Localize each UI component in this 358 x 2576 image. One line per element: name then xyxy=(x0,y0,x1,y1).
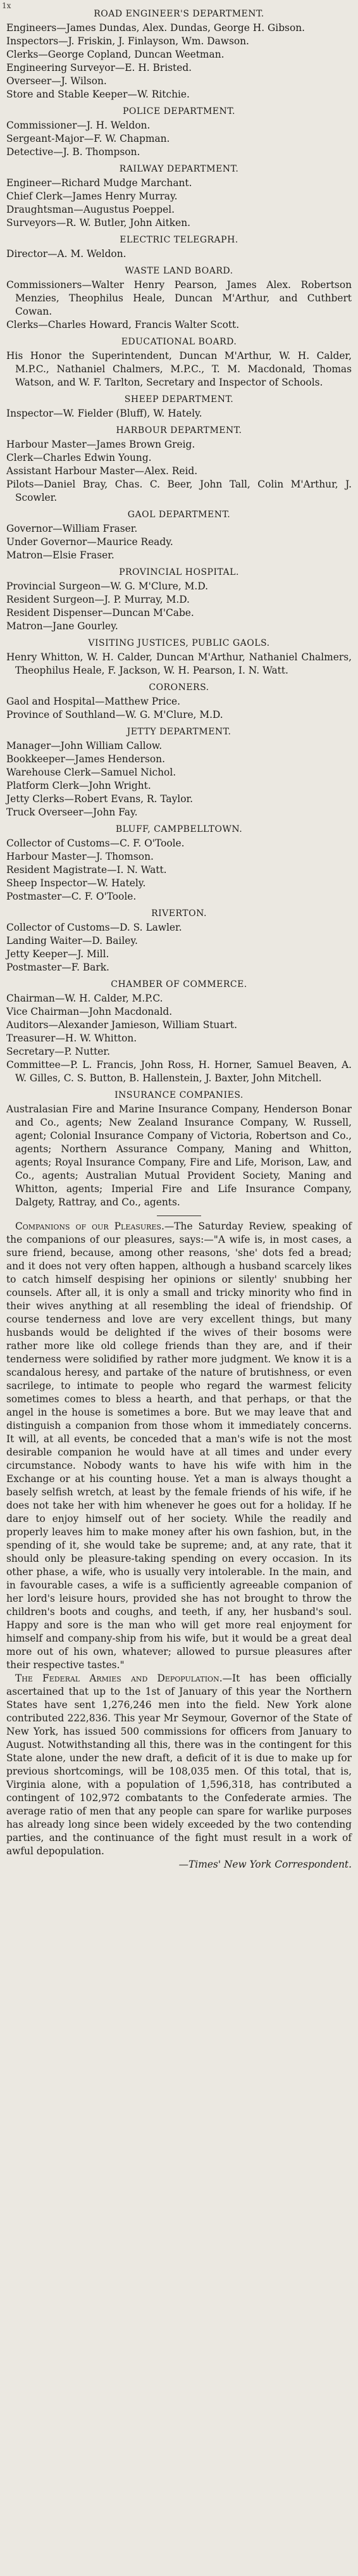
article-body: —It has been officially ascertained that up to the 1st of January of this year the Northern States have sent 1,276,246 men into the field. New York alone contributed 222,836. This year Mr Seymour, Governor of the State of New York, has issued 500 commissions for officers from January to August. Notwithstanding all this, there was in the contingent for this State alone, under the new draft, a deficit of it is due to make up for previous shortcomings, will be 108,035 men. Of this total, that is, Virginia alone, with a population of 1,596,318, has contributed a contingent of 102,972 combatants to the Confederate armies. The average ratio of men that any people can spare for warlike purposes has already long since been widely exceeded by the two contending parties, and the continuance of the fight must result in a work of awful depopulation. xyxy=(6,1673,352,1857)
section-heading: SHEEP DEPARTMENT. xyxy=(124,394,234,405)
directory-section xyxy=(6,337,352,389)
directory-entry: Surveyors—R. W. Butler, John Aitken. xyxy=(6,217,191,229)
section-heading: CHAMBER OF COMMERCE. xyxy=(111,979,247,990)
section-heading: BLUFF, CAMPBELLTOWN. xyxy=(115,824,243,834)
directory-entry: Gaol and Hospital—Matthew Price. xyxy=(6,696,181,707)
directory-entry: Clerk—Charles Edwin Young. xyxy=(6,452,152,463)
directory-entry: Resident Magistrate—I. N. Watt. xyxy=(6,864,167,876)
section-heading: RIVERTON. xyxy=(151,908,207,919)
directory-entry: Warehouse Clerk—Samuel Nichol. xyxy=(6,767,176,778)
directory-section xyxy=(6,9,352,101)
directory-entry: Pilots—Daniel Bray, Chas. C. Beer, John Tall, Colin M'Arthur, J. Scowler. xyxy=(6,479,352,503)
directory-section xyxy=(6,638,352,677)
directory-entry: Provincial Surgeon—W. G. M'Clure, M.D. xyxy=(6,581,209,592)
section-heading: HARBOUR DEPARTMENT. xyxy=(116,425,242,436)
directory-section xyxy=(6,164,352,230)
directory-entry: Detective—J. B. Thompson. xyxy=(6,146,140,158)
directory-entry: Harbour Master—James Brown Greig. xyxy=(6,439,195,450)
directory-entry: Assistant Harbour Master—Alex. Reid. xyxy=(6,465,198,477)
directory-entry: Inspectors—J. Friskin, J. Finlayson, Wm. Dawson. xyxy=(6,35,249,47)
directory-entry: Committee—P. L. Francis, John Ross, H. Horner, Samuel Beaven, A. W. Gilles, C. S. Button, B. Hallenstein, J. Baxter, John Mitchell. xyxy=(6,1059,352,1084)
directory-entry: Overseer—J. Wilson. xyxy=(6,75,107,87)
directory-entry: Province of Southland—W. G. M'Clure, M.D. xyxy=(6,709,223,720)
directory-entry: Henry Whitton, W. H. Calder, Duncan M'Arthur, Nathaniel Chalmers, Theophilus Heale, F. Jackson, W. H. Pearson, I. N. Watt. xyxy=(6,651,352,676)
text-column xyxy=(6,9,352,1871)
directory-entry: Sheep Inspector—W. Hately. xyxy=(6,877,146,889)
directory-entry: Engineering Surveyor—E. H. Bristed. xyxy=(6,62,192,73)
directory-entry: Engineer—Richard Mudge Marchant. xyxy=(6,177,192,189)
directory-entry: Truck Overseer—John Fay. xyxy=(6,807,138,818)
section-heading: INSURANCE COMPANIES. xyxy=(114,1090,244,1100)
article-credit: —Times' New York Correspondent. xyxy=(178,1859,352,1870)
directory-entry: Governor—William Fraser. xyxy=(6,523,138,534)
directory-section xyxy=(6,394,352,420)
directory-entry: Inspector—W. Fielder (Bluff), W. Hately. xyxy=(6,408,202,419)
directory-entry: Resident Dispenser—Duncan M'Cabe. xyxy=(6,607,194,619)
directory-section xyxy=(6,824,352,903)
section-heading: ROAD ENGINEER'S DEPARTMENT. xyxy=(94,9,264,19)
directory-entry: Commissioners—Walter Henry Pearson, James Alex. Robertson Menzies, Theophilus Heale, Duncan M'Arthur, and Cuthbert Cowan. xyxy=(6,279,352,317)
directory-section xyxy=(6,425,352,505)
directory-entry: Director—A. M. Weldon. xyxy=(6,248,127,260)
section-heading: PROVINCIAL HOSPITAL. xyxy=(119,567,239,577)
directory-entry: Collector of Customs—D. S. Lawler. xyxy=(6,922,182,933)
directory-entry: Vice Chairman—John Macdonald. xyxy=(6,1006,173,1017)
directory-section xyxy=(6,567,352,633)
directory-entry: Treasurer—H. W. Whitton. xyxy=(6,1033,137,1044)
corner-mark: 1x xyxy=(2,1,11,10)
article-body: —The Saturday Review, speaking of the companions of our pleasures, says:—"A wife is, in most cases, a sure friend, because, among other reasons, 'she' dots fed a bread; and it does not very often happen, although a husband scarcely likes to catch himself despising her opinions or silently' snubbing her counsels. After all, it is only a small and tricky minority who find in their wives anything at all resembling the ideal of friendship. Of course tenderness and love are very excellent things, but many husbands would be delighted if the wives of their bosoms were rather more like old college friends than they are, and if their tenderness were solidified by rather more judgment. We know it is a scandalous heresy, and partake of the nature of brutishness, or even sacrilege, to intimate to people who regard the warmest felicity sometimes comes to bless a hearth, and that perhaps, or that the angel in the house is sometimes a bore. But we may leave that and distinguish a companion from those whom it immediately concerns. It will, at all events, be conceded that a man's wife is not the most desirable companion he would have at all times and under every circumstance. Nobody wants to have his wife with him in the Exchange or at his counting house. Yet a man is always thought a basely selfish wretch, at least by the female friends of his wife, if he does not take her with him whenever he goes out for a holiday. If he dare to enjoy himself out of her society. While the readily and properly leaves him to make money after his own fashion, but, in the spending of it, she would take be supreme; and, at any rate, that it should only be pleasure-taking spending on every occasion. In its other phase, a wife, who is usually very intolerable. In the main, and in favourable cases, a wife is a sufficiently agreeable companion of her lord's leisure hours, provided she has not brought to throw the children's boots and coughs, and teeth, if any, her husband's soul. Happy and sore is the man who will get more real enjoyment for himself and company-ship from his wife, but it would be a great deal more out of his own, whatever; allowed to pursue pleasures after their respective tastes." xyxy=(6,1221,352,1671)
directory-section xyxy=(6,682,352,722)
directory-entry: Commissioner—J. H. Weldon. xyxy=(6,120,151,131)
directory-section xyxy=(6,1090,352,1209)
directory-entry: His Honor the Superintendent, Duncan M'Arthur, W. H. Calder, M.P.C., Nathaniel Chalmers, M.P.C., T. M. Macdonald, Thomas Watson, and W. F. Tarlton, Secretary and Inspector of Schools. xyxy=(6,350,352,388)
directory-entry: Store and Stable Keeper—W. Ritchie. xyxy=(6,89,190,100)
section-heading: VISITING JUSTICES, PUBLIC GAOLS. xyxy=(88,638,270,648)
section-heading: GAOL DEPARTMENT. xyxy=(127,510,231,520)
directory-entry: Manager—John William Callow. xyxy=(6,740,163,751)
directory-entry: Sergeant-Major—F. W. Chapman. xyxy=(6,133,170,144)
directory-entry: Chairman—W. H. Calder, M.P.C. xyxy=(6,993,163,1004)
directory-entry: Clerks—Charles Howard, Francis Walter Scott. xyxy=(6,319,240,330)
directory-entry: Matron—Jane Gourley. xyxy=(6,620,118,632)
directory-section xyxy=(6,727,352,819)
section-heading: WASTE LAND BOARD. xyxy=(125,266,233,276)
directory-entry: Draughtsman—Augustus Poeppel. xyxy=(6,204,175,215)
directory-entry: Postmaster—F. Bark. xyxy=(6,962,109,973)
directory-section xyxy=(6,235,352,261)
directory-section xyxy=(6,106,352,159)
directory-entry: Landing Waiter—D. Bailey. xyxy=(6,935,138,946)
directory-entry: Auditors—Alexander Jamieson, William Stuart. xyxy=(6,1019,238,1031)
directory-entry: Platform Clerk—John Wright. xyxy=(6,780,151,791)
article-paragraph xyxy=(6,1672,352,1858)
directory-entry: Under Governor—Maurice Ready. xyxy=(6,536,173,548)
directory-entry: Matron—Elsie Fraser. xyxy=(6,550,114,561)
section-heading: POLICE DEPARTMENT. xyxy=(123,106,235,116)
directory-entry: Jetty Clerks—Robert Evans, R. Taylor. xyxy=(6,793,194,805)
directory-entry: Jetty Keeper—J. Mill. xyxy=(6,948,109,960)
directory-entry: Australasian Fire and Marine Insurance Company, Henderson Bonar and Co., agents; New Zealand Insurance Company, W. Russell, agent; Colonial Insurance Company of Victoria, Robertson and Co., agents; Northern Assurance Company, Maning and Whitton, agents; Royal Insurance Company, Fire and Life, Morison, Law, and Co., agents; Australian Mutual Provident Society, Maning and Whitton, agents; Imperial Fire and Life Insurance Company, Dalgety, Rattray, and Co., agents. xyxy=(6,1103,352,1208)
directory-section xyxy=(6,979,352,1085)
article-lead: The Federal Armies and Depopulation. xyxy=(15,1673,223,1684)
directory-section xyxy=(6,908,352,974)
directory-entry: Collector of Customs—C. F. O'Toole. xyxy=(6,838,185,849)
directory-entry: Harbour Master—J. Thomson. xyxy=(6,851,154,862)
section-heading: RAILWAY DEPARTMENT. xyxy=(119,164,239,174)
directory-entry: Bookkeeper—James Henderson. xyxy=(6,753,165,765)
directory-entry: Clerks—George Copland, Duncan Weetman. xyxy=(6,49,225,60)
section-heading: CORONERS. xyxy=(149,682,209,693)
directory-section xyxy=(6,266,352,332)
directory-entry: Chief Clerk—James Henry Murray. xyxy=(6,191,178,202)
directory-entry: Postmaster—C. F. O'Toole. xyxy=(6,891,137,902)
directory-entry: Engineers—James Dundas, Alex. Dundas, George H. Gibson. xyxy=(6,22,306,34)
directory-section xyxy=(6,510,352,562)
article-lead: Companions of our Pleasures. xyxy=(15,1221,164,1232)
section-heading: ELECTRIC TELEGRAPH. xyxy=(120,235,238,245)
directory-entry: Resident Surgeon—J. P. Murray, M.D. xyxy=(6,594,190,605)
section-heading: JETTY DEPARTMENT. xyxy=(127,727,231,737)
section-heading: EDUCATIONAL BOARD. xyxy=(121,337,237,347)
directory-entry: Secretary—P. Nutter. xyxy=(6,1046,110,1057)
article-paragraph xyxy=(6,1220,352,1672)
